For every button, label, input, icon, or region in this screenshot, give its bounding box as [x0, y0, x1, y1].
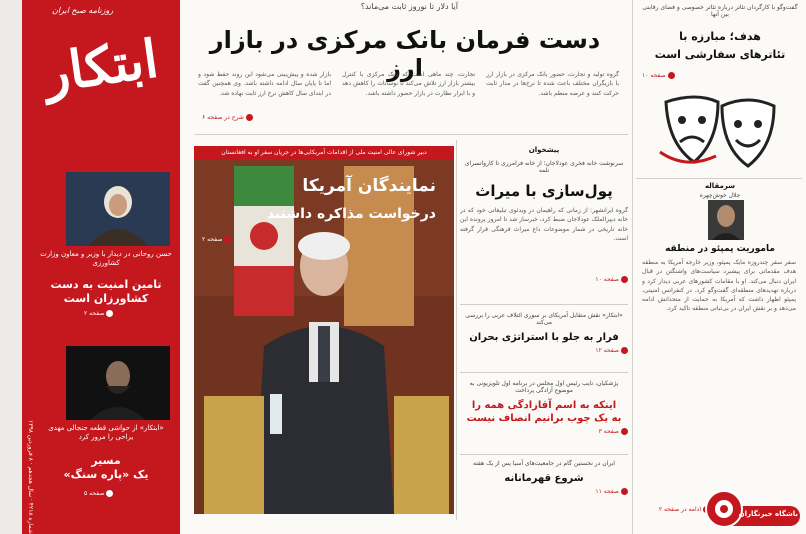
story-title: فرار به جلو با استراتژی بحران: [469, 332, 619, 343]
divider: [636, 178, 802, 179]
yarrahi-photo: [66, 346, 170, 420]
masthead-logo: [18, 0, 184, 140]
main-story: [194, 0, 628, 130]
headline-stone-line1: مسیر: [91, 454, 121, 467]
editorial-author: جلال خوش‌چهره: [699, 192, 741, 199]
main-kicker: آیا دلار تا نوروز ثابت می‌ماند؟: [360, 2, 458, 11]
column-divider: [456, 140, 457, 520]
section-label: پیشخوان: [528, 146, 560, 154]
circle-icon: [621, 488, 628, 495]
cover-headline-2: درخواست مذاکره داشتند: [266, 206, 436, 222]
editorial-page-ref: ادامه در صفحه ۲: [659, 506, 710, 513]
story-title-line1: اینکه به اسم آقازادگی همه را: [471, 400, 617, 411]
circle-icon: [106, 310, 113, 317]
story-page-ref: صفحه ۱۲: [460, 347, 628, 354]
theater-title-line2: تئاترهای سفارشی است: [654, 48, 786, 61]
middle-column: [460, 146, 628, 526]
cover-photo: [194, 146, 454, 514]
author-avatar: [708, 200, 744, 240]
left-red-column: [22, 0, 180, 534]
story-page-ref: صفحه ۱۱: [460, 488, 628, 495]
story-page-ref: صفحه ۳: [460, 428, 628, 435]
portrait-image: [66, 172, 170, 246]
main-column-2: تجارت، چند ماهی است که بانک مرکزی با کنترل بیشتر بازار ارز تلاش می‌کند تا نوسانات را کاهش دهد و با ابزار نظارت در بازار حضور داشته باشد.: [342, 71, 475, 97]
divider: [460, 454, 628, 455]
right-column: [636, 0, 802, 534]
badge-label: باشگاه خبرنگاران: [738, 510, 798, 518]
photo1-caption: حسن روحانی در دیدار با وزیر و معاون وزارت کشاورزی: [40, 250, 172, 268]
story-kicker: ایران در نخستین گام در جامعیت‌های آسیا پس از یک هفته: [473, 460, 615, 467]
news-agency-logo: [702, 486, 802, 532]
circle-icon: [106, 490, 113, 497]
circle-icon: [246, 114, 253, 121]
theater-page-ref: صفحه ۱۰: [642, 72, 675, 79]
circle-icon: [668, 72, 675, 79]
story-page-ref: صفحه ۱۰: [460, 276, 628, 283]
story-crisis: [460, 312, 628, 354]
issue-strip: شماره ۴۲۱۸ · سال هجدهم · ۸ فروردین ۱۳۹۸: [27, 420, 34, 534]
main-page-ref: شرح در صفحه ۶: [202, 114, 253, 121]
theater-kicker: گفت‌وگو با کارگردان تئاتر درباره تئاتر خصوصی و فضای رقابتی بین آنها: [642, 4, 798, 18]
main-column-1: بازار شده و پیش‌بینی می‌شود این روند حفظ شود و اما تا پایان سال ادامه داشته باشد. وی همچنین گفت در ابتدای سال کاهش نرخ ارز ثابت نهاده شد.: [198, 71, 331, 97]
story-heritage: [460, 160, 628, 283]
photo2-caption: «ابتکار» از حواشی قطعه جنجالی مهدی یراحی را مرور کرد: [48, 424, 164, 442]
story-kicker: «ابتکار» نقش متقابل آمریکای بر سوری ائتلاف عربی را بررسی می‌کند: [465, 312, 623, 326]
theater-title-line1: هدف؛ مبارزه با: [679, 30, 761, 43]
headline-stone-line2: یک «پاره سنگ»: [63, 468, 149, 481]
editorial-body: سفر سفر چندروزه مایک پمپئو، وزیر خارجه آمریکا به منطقه هدف مقدماتی برای پیشبرد سیاست‌های واشنگتن در قبال ایران دنبال می‌کند. او با مقامات کشورهای عربی دیدار کرد و درباره تهدیدهای منطقه‌ای گفت‌وگو کرد. در کنفرانس امنیتی، پمپئو اظهار داشت که آمریکا به حمایت از متحدانش ادامه می‌دهد و بر نقش ایران در بی‌ثباتی منطقه تاکید کرد.: [642, 259, 796, 313]
masthead-title: ابتکار: [40, 27, 162, 105]
newspaper-front-page: [22, 0, 806, 534]
circle-icon: [621, 276, 628, 283]
story-aghazadeh: [460, 380, 628, 435]
divider: [460, 304, 628, 305]
circle-icon: [224, 236, 231, 243]
story-kicker: پژشکیان، نایب رئیس اول مجلس در برنامه اول تلویزیونی به موضوع آزادگی پرداخت: [469, 380, 619, 394]
editorial-label: سرمقاله: [704, 182, 736, 190]
page-ref-2: صفحه ۵: [84, 490, 113, 497]
cover-headline-1: نمایندگان آمریکا: [302, 176, 436, 196]
cover-photo-story: [194, 146, 454, 514]
page-ref-1: صفحه ۲: [84, 310, 113, 317]
source-badge: [702, 486, 802, 532]
column-divider: [632, 0, 633, 534]
main-column-3: گروه تولید و تجارت، حضور بانک مرکزی در بازار ارز با بازیگران مختلف باعث شده تا نرخ‌ها در مدار ثابت حرکت کنند و عرضه منظم باشد.: [486, 71, 619, 97]
masthead-tagline: روزنامه صبح ایران: [52, 6, 114, 15]
editorial-title: ماموریت پمپئو در منطقه: [665, 244, 775, 254]
divider: [460, 372, 628, 373]
cover-kicker: دبیر شورای عالی امنیت ملی از اقدامات آمریکایی‌ها در جریان سفر او به افغانستان: [194, 146, 454, 160]
headline-security: تامین امنیت به دست کشاورزان است: [50, 278, 162, 306]
portrait-image-2: [66, 346, 170, 420]
divider: [194, 134, 628, 135]
story-title: شروع قهرمانانه: [504, 473, 584, 484]
circle-icon: [621, 347, 628, 354]
story-football: [460, 460, 628, 495]
main-headline: دست فرمان بانک مرکزی در بازار ارز: [209, 26, 601, 82]
story-kicker: سرنوشت خانه فخری عودلاجان؛ از خانه فرامرزی تا کاروانسرای تلمه: [464, 160, 624, 174]
story-body: گروه ایرانشهر: از زمانی که راهیمان در ویدئوی تبلیغاتی خود که در خانه دیپرالملک عودلاجان ضبط کرد، خبرساز شد تا امروز پرونده این خانه تاریخی در شمار موضوعات داغ میراث فرهنگی قرار گرفته است.: [460, 207, 628, 242]
circle-icon: [621, 428, 628, 435]
rouhani-photo: [66, 172, 170, 246]
cover-page-ref: صفحه ۲: [202, 236, 231, 243]
story-title: پول‌سازی با میراث: [475, 182, 613, 200]
story-title-line2: به یک چوب برانیم انصاف نیست: [466, 413, 622, 424]
theater-masks-icon: [656, 82, 786, 172]
